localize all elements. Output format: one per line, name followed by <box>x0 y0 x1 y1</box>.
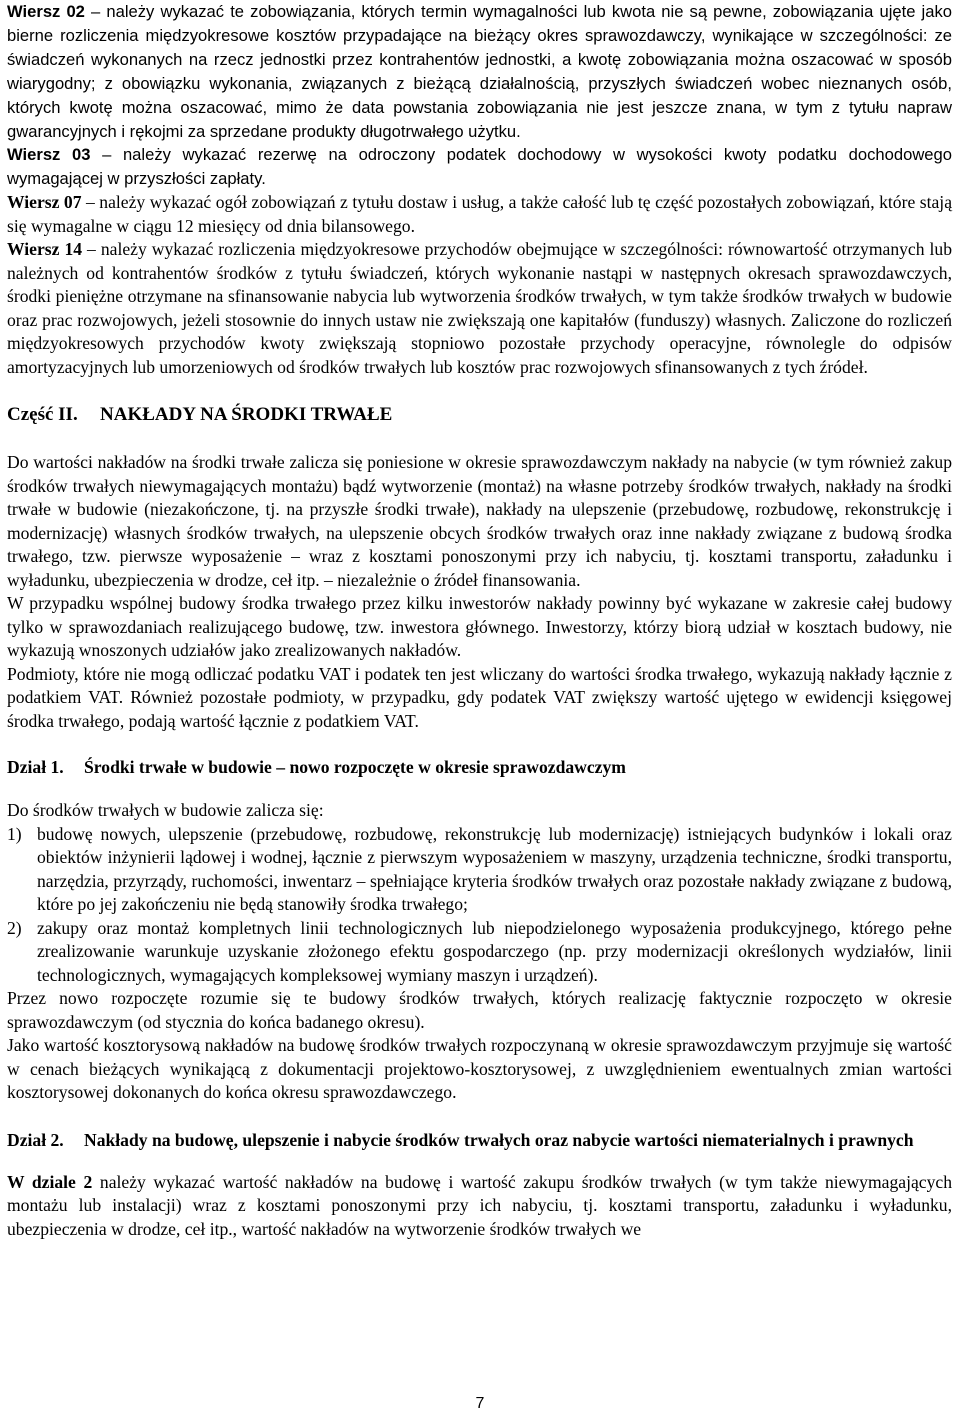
paragraph-wiersz-07 <box>7 191 952 238</box>
paragraph-part2-1: Do wartości nakładów na środki trwałe zalicza się poniesione w okresie sprawozdawczym nakłady na nabycie (w tym również zakup środków trwałych niewymagających montażu) bądź wytworzenie (montaż) na własne potrzeby środków trwałych, nakłady na środki trwałe w budowie (niezakończone, tj. na przyszłe środki trwałe), nakłady na ulepszenie (przebudowę, rozbudowę, rekonstrukcję i modernizację) własnych środków trwałych, na ulepszenie obcych środków trwałych oraz inne nakłady związane z budową środka trwałego, tzw. pierwsze wyposażenie – wraz z kosztami ponoszonymi przy ich nabyciu, tj. kosztami transportu, załadunku i wyładunku, ubezpieczenia w drodze, ceł itp. – niezależnie o źródeł finansowania. <box>7 452 952 590</box>
section-heading-part-2 <box>7 402 952 428</box>
paragraph-part2-2: W przypadku wspólnej budowy środka trwałego przez kilku inwestorów nakłady powinny być wykazane w zakresie całej budowy tylko w sprawozdaniach realizującego budowę, tzw. inwestora głównego. Inwestorzy, którzy biorą udział w kosztach budowy, nie wykazują wnoszonych udziałów jako zrealizowanych nakładów. <box>7 593 952 661</box>
list-item-text: zakupy oraz montaż kompletnych linii technologicznych lub niepodzielonego wyposażenia produkcyjnego, którego pełne zrealizowanie warunkuje uzyskanie złożonego efektu gospodarczego (np. przy modernizacji określonych wydziałów, linii technologicznych, wymagających kompleksowej wymiany maszyn i urządzeń). <box>37 917 952 985</box>
list-item <box>7 917 952 988</box>
line-label: Wiersz 03 <box>7 145 91 165</box>
paragraph-text: – należy wykazać rezerwę na odroczony podatek dochodowy w wysokości kwoty podatku dochodowego wymagającej w przyszłości zapłaty. <box>7 145 952 189</box>
section-label: Dział 2. <box>7 1129 64 1150</box>
document-page <box>7 0 952 1241</box>
paragraph-part2-3: Podmioty, które nie mogą odliczać podatku VAT i podatek ten jest wliczany do wartości środka trwałego, wykazują nakłady łącznie z podatkiem VAT. Również pozostałe podmioty, w przypadku, gdy podatek VAT zwiększy wartość ujętego w ewidencji księgowej środka trwałego, podają wartość łącznie z podatkiem VAT. <box>7 663 952 731</box>
section-label: Dział 1. <box>7 757 64 778</box>
section-heading-dzial-1 <box>7 755 952 779</box>
paragraph-dzial1-1: Przez nowo rozpoczęte rozumie się te budowy środków trwałych, których realizację faktycznie rozpoczęto w okresie sprawozdawczym (od stycznia do końca badanego okresu). <box>7 988 952 1032</box>
line-label: Wiersz 07 <box>7 192 82 213</box>
list-item-number: 1) <box>7 823 22 844</box>
page-number: 7 <box>475 1395 485 1412</box>
line-label: Wiersz 02 <box>7 2 85 21</box>
section-label: Część II. <box>7 404 78 426</box>
list-item <box>7 823 952 917</box>
paragraph-text: – należy wykazać rozliczenia międzyokresowe przychodów obejmujące w szczególności: równowartość otrzymanych lub należnych od kontrahentów środków z tytułu świadczeń, których wykonanie nastąpi w następnych okresach sprawozdawczych, środki pieniężne otrzymane na sfinansowanie nabycia lub wytworzenia środków trwałych, w tym także środków trwałych w budowie oraz prac rozwojowych, jeżeli stosownie do innych ustaw nie zwiększają one kapitałów (funduszy) własnych. Zaliczone do rozliczeń międzyokresowych przychodów kwoty zwiększają stopniowo pozostałe przychody operacyjne, równolegle do odpisów amortyzacyjnych lub umorzeniowych od środków trwałych lub kosztów prac rozwojowych sfinansowanych z tych źródeł. <box>7 239 953 377</box>
line-label: Wiersz 14 <box>7 239 83 260</box>
paragraph-dzial1-intro: Do środków trwałych w budowie zalicza się: <box>7 800 324 821</box>
paragraph-text: należy wykazać wartość nakładów na budowę i wartość zakupu środków trwałych (w tym także niewymagających montażu lub instalacji) wraz z kosztami ponoszonymi przy ich nabyciu, tj. kosztami transportu, załadunku i wyładunku, ubezpieczenia w drodze, ceł itp., wartość nakładów na wytworzenie środków trwałych we <box>7 1171 952 1239</box>
section-title: Środki trwałe w budowie – nowo rozpoczęte w okresie sprawozdawczym <box>84 757 626 778</box>
paragraph-lead: W dziale 2 <box>7 1171 93 1192</box>
paragraph-text: – należy wykazać ogół zobowiązań z tytułu dostaw i usług, a także całość lub tę część pozostałych zobowiązań, które stają się wymagalne w ciągu 12 miesięcy od dnia bilansowego. <box>7 192 952 236</box>
paragraph-dzial2-1 <box>7 1171 952 1242</box>
paragraph-dzial1-2: Jako wartość kosztorysową nakładów na budowę środków trwałych rozpoczynaną w okresie sprawozdawczym przyjmuje się wartość w cenach bieżących wynikającą z dokumentacji projektowo-kosztorysowej, z uwzględnieniem ewentualnych zmian wartości kosztorysowej dokonanych do końca okresu sprawozdawczego. <box>7 1035 952 1103</box>
paragraph-wiersz-02 <box>7 0 952 143</box>
paragraph-text: – należy wykazać te zobowiązania, których termin wymagalności lub kwota nie są pewne, zobowiązania ujęte jako bierne rozliczenia międzyokresowe kosztów przypadające na bieżący okres sprawozdawczy, wynikające w szczególności: ze świadczeń wykonanych na rzecz jednostki przez kontrahentów jednostki, a kwotę zobowiązania można oszacować w sposób wiarygodny; z obowiązku wykonania, związanych z bieżącą działalnością, przyszłych świadczeń wobec nieznanych osób, których kwotę można oszacować, mimo że data powstania zobowiązania nie jest jeszcze znana, w tym z tytułu napraw gwarancyjnych i rękojmi za sprzedane produkty długotrwałego użytku. <box>7 2 952 141</box>
list-item-number: 2) <box>7 917 22 938</box>
section-heading-dzial-2 <box>7 1127 952 1153</box>
list-item-text: budowę nowych, ulepszenie (przebudowę, rozbudowę, rekonstrukcję lub modernizację) istniejących budynków i lokali oraz obiektów inżynierii lądowej i wodnej, łącznie z pierwszym wyposażeniem w maszyny, urządzenia techniczne, środki transportu, narzędzia, przyrządy, ruchomości, inwentarz – spełniające kryteria środków trwałych oraz pozostałe nakłady związane z budową, które po jej zakończeniu nie będą stanowiły środka trwałego; <box>37 823 952 915</box>
paragraph-wiersz-14 <box>7 238 952 379</box>
section-title: NAKŁADY NA ŚRODKI TRWAŁE <box>100 404 393 426</box>
paragraph-wiersz-03 <box>7 143 952 191</box>
section-title: Nakłady na budowę, ulepszenie i nabycie środków trwałych oraz nabycie wartości niematerialnych i prawnych <box>84 1129 914 1150</box>
